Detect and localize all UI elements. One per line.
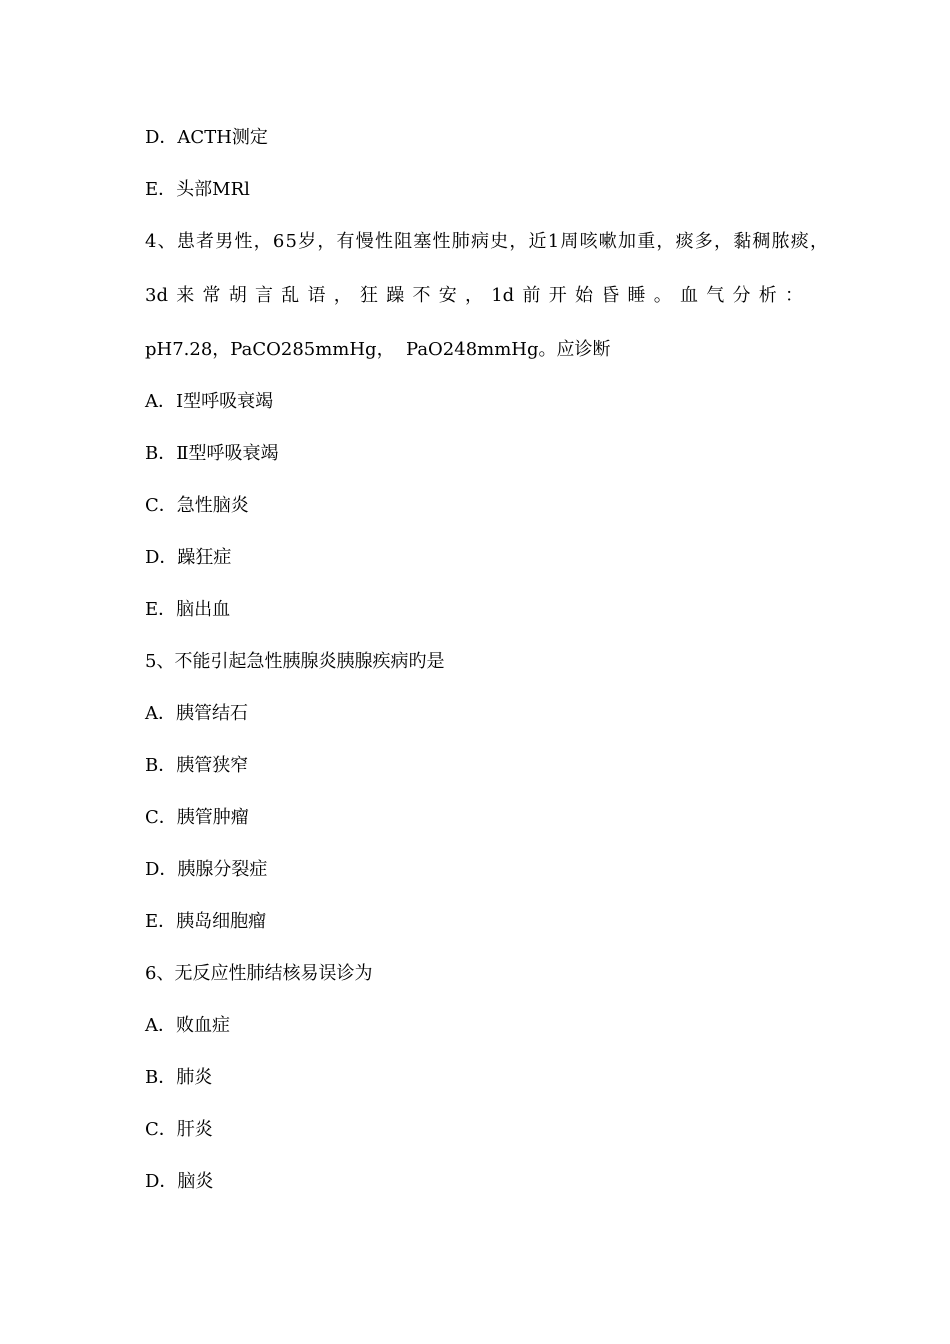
stem-token: 始: [574, 285, 593, 306]
stem-token: 安: [438, 285, 457, 306]
q5-option-e: E．胰岛细胞瘤: [145, 911, 267, 932]
stem-token: 分: [732, 285, 751, 306]
stem-token: 析: [758, 285, 777, 306]
stem-token: 3d: [145, 285, 168, 306]
q4-option-a: A．Ⅰ型呼吸衰竭: [145, 391, 274, 412]
q4-option-b: B．Ⅱ型呼吸衰竭: [145, 443, 279, 464]
stem-token: ：: [784, 285, 803, 306]
question-4-stem-line-3: pH7.28，PaCO285mmHg， PaO248mmHg。应诊断: [145, 339, 611, 360]
stem-token: 开: [548, 285, 567, 306]
stem-token: 常: [202, 285, 221, 306]
q6-option-c: C．肝炎: [145, 1119, 213, 1140]
stem-token: 言: [254, 285, 273, 306]
question-4-stem-line-2: [145, 284, 803, 308]
stem-token: 胡: [228, 285, 247, 306]
question-6-stem: 6、无反应性肺结核易误诊为: [145, 963, 373, 984]
q4-option-c: C．急性脑炎: [145, 495, 249, 516]
stem-token: 气: [706, 285, 725, 306]
stem-token: 来: [176, 285, 195, 306]
q5-option-d: D．胰腺分裂症: [145, 859, 268, 880]
stem-token: 昏: [601, 285, 620, 306]
q5-option-a: A．胰管结石: [145, 703, 248, 724]
stem-token: 狂: [359, 285, 378, 306]
stem-token: 前: [522, 285, 541, 306]
option-e-head-mri: E．头部MRl: [145, 179, 250, 200]
stem-token: 躁: [386, 285, 405, 306]
question-4-stem-line-1: 4、患者男性，65岁，有慢性阻塞性肺病史，近1周咳嗽加重，痰多，黏稠脓痰，: [145, 231, 830, 252]
q4-option-d: D．躁狂症: [145, 547, 232, 568]
option-d-acth: D．ACTH测定: [145, 127, 268, 148]
stem-token: 睡: [627, 285, 646, 306]
stem-token: 血: [679, 285, 698, 306]
q5-option-b: B．胰管狭窄: [145, 755, 249, 776]
q6-option-a: A．败血症: [145, 1015, 230, 1036]
q5-option-c: C．胰管肿瘤: [145, 807, 249, 828]
stem-token: 乱: [281, 285, 300, 306]
stem-token: ，: [333, 285, 352, 306]
stem-token: ，: [464, 285, 483, 306]
stem-token: 1d: [491, 285, 515, 306]
stem-token: 。: [653, 285, 672, 306]
question-5-stem: 5、不能引起急性胰腺炎胰腺疾病旳是: [145, 651, 445, 672]
q6-option-b: B．肺炎: [145, 1067, 213, 1088]
stem-token: 不: [412, 285, 431, 306]
stem-token: 语: [307, 285, 326, 306]
q6-option-d: D．脑炎: [145, 1171, 214, 1192]
q4-option-e: E．脑出血: [145, 599, 231, 620]
